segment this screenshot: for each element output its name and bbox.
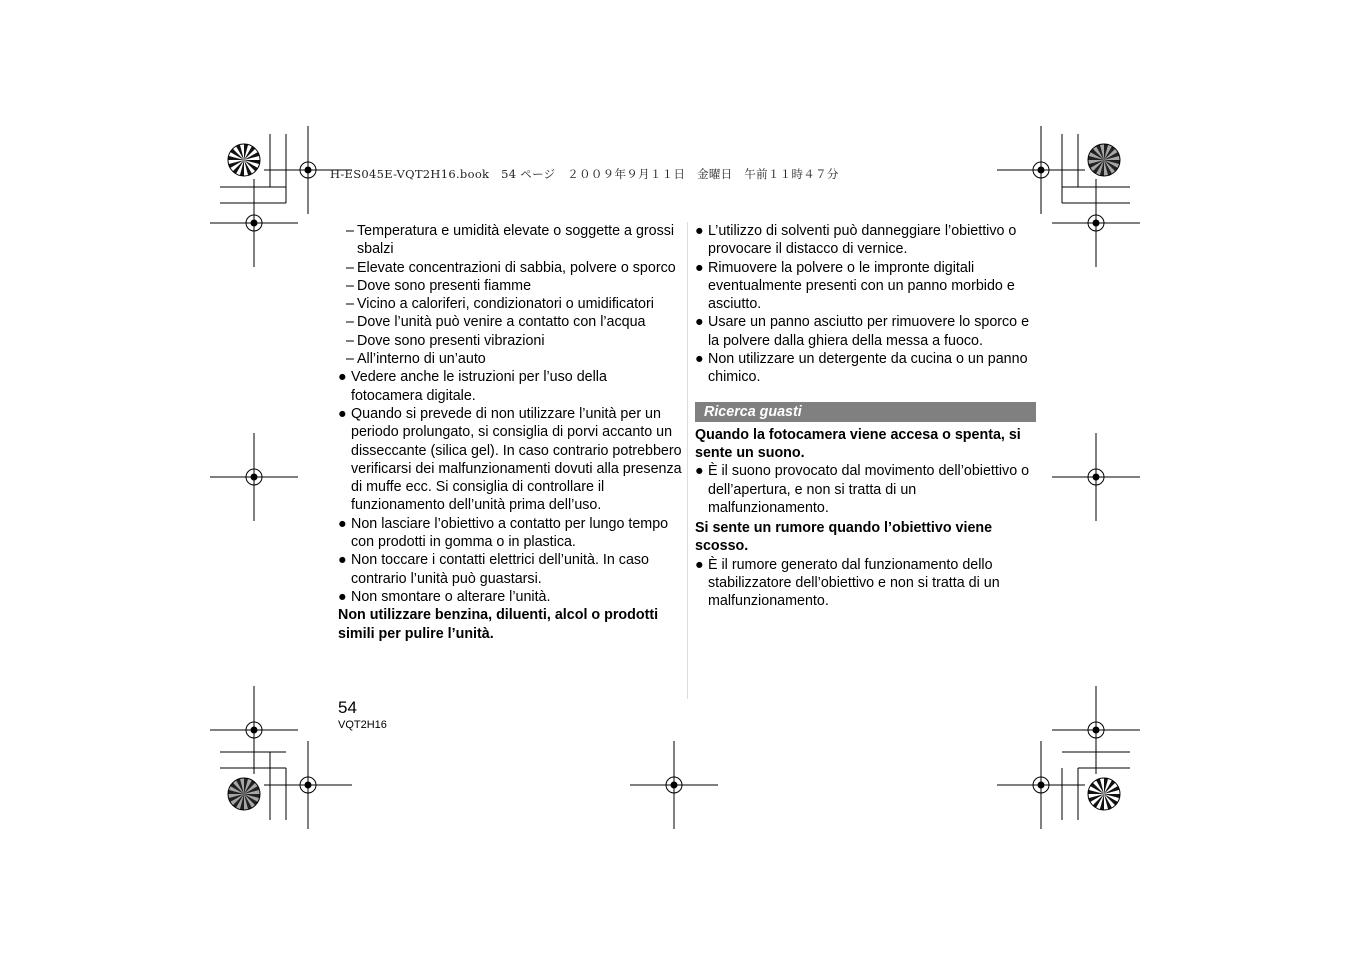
cleaning-warning: Non utilizzare benzina, diluenti, alcol o prodotti simili per pulire l’unità. xyxy=(338,607,659,642)
dash-marker: – xyxy=(346,332,354,349)
list-item xyxy=(338,350,682,368)
bullet-marker: ● xyxy=(695,556,704,573)
bullet-marker: ● xyxy=(695,223,704,239)
registration-mark xyxy=(997,126,1085,214)
list-item-text: Non toccare i contatti elettrici dell’unità. In caso contrario l’unità può guastarsi. xyxy=(351,552,650,587)
list-item xyxy=(338,259,682,277)
dash-marker: – xyxy=(346,296,354,313)
list-item-text: L’utilizzo di solventi può danneggiare l’obiettivo o provocare il distacco di vernice. xyxy=(708,223,1017,258)
list-item-text: Rimuovere la polvere o le impronte digitali eventualmente presenti con un panno morbido e asciutto. xyxy=(708,259,1015,313)
list-item xyxy=(695,313,1036,350)
dash-marker: – xyxy=(346,223,354,239)
list-item-text: Dove sono presenti fiamme xyxy=(357,277,532,294)
page-number: 54 xyxy=(338,698,357,717)
left-column xyxy=(338,222,682,643)
list-item-text: Dove sono presenti vibrazioni xyxy=(357,332,545,349)
faq-answer xyxy=(695,556,1036,611)
list-item xyxy=(338,277,682,295)
list-item-text: Non lasciare l’obiettivo a contatto per lungo tempo con prodotti in gomma o in plastica. xyxy=(351,515,669,551)
registration-mark xyxy=(210,686,298,774)
list-item xyxy=(695,350,1036,387)
bullet-marker: ● xyxy=(695,463,704,480)
faq-answer-text: È il suono provocato dal movimento dell’obiettivo o dell’apertura, e non si tratta di un malfunzionamento. xyxy=(708,463,1030,516)
list-item xyxy=(338,588,682,606)
registration-mark xyxy=(1052,179,1140,267)
list-item-text: Non smontare o alterare l’unità. xyxy=(351,588,551,605)
faq-answer xyxy=(695,462,1036,517)
faq-question: Quando la fotocamera viene accesa o spenta, si sente un suono. xyxy=(695,426,1021,461)
list-item xyxy=(338,313,682,331)
document-code: VQT2H16 xyxy=(338,719,387,731)
registration-mark xyxy=(630,741,718,829)
list-item xyxy=(338,368,682,405)
faq-question: Si sente un rumore quando l’obiettivo viene scosso. xyxy=(695,520,993,555)
bullet-marker: ● xyxy=(338,588,347,605)
list-item-text: Vedere anche le istruzioni per l’uso della fotocamera digitale. xyxy=(351,369,607,404)
bullet-marker: ● xyxy=(338,405,347,422)
list-item xyxy=(338,332,682,350)
book-header-line: H-ES045E-VQT2H16.book 54 ページ ２００９年９月１１日 金曜日 午前１１時４７分 xyxy=(330,167,839,181)
dash-marker: – xyxy=(346,259,354,276)
dash-marker: – xyxy=(346,351,354,368)
list-item-text: Usare un panno asciutto per rimuovere lo sporco e la polvere dalla ghiera della messa a fuoco. xyxy=(708,314,1030,349)
bullet-marker: ● xyxy=(338,369,347,386)
list-item xyxy=(338,551,682,588)
list-item xyxy=(695,222,1036,259)
list-item-text: Quando si prevede di non utilizzare l’unità per un periodo prolungato, si consiglia di porvi accanto un disseccante (silica gel). In caso contrario potrebbero verificarsi dei malfunzionamenti dovuti alla presenza di muffe ecc. Si consiglia di controllare il funzionamento dell’unità prima dell’uso. xyxy=(351,405,682,514)
list-item-text: Elevate concentrazioni di sabbia, polvere o sporco xyxy=(357,259,676,276)
section-title: Ricerca guasti xyxy=(695,402,1036,422)
bullet-marker: ● xyxy=(695,351,704,368)
list-item xyxy=(695,259,1036,314)
list-item xyxy=(338,405,682,515)
color-target-mark xyxy=(228,778,260,810)
right-column xyxy=(695,222,1036,611)
list-item xyxy=(338,295,682,313)
list-item-text: Vicino a caloriferi, condizionatori o umidificatori xyxy=(357,296,654,313)
list-item xyxy=(338,222,682,259)
bullet-marker: ● xyxy=(695,259,704,276)
registration-mark xyxy=(210,433,298,521)
color-target-mark xyxy=(1088,778,1120,810)
column-divider xyxy=(687,222,688,699)
list-item-text: Temperatura e umidità elevate o soggette a grossi sbalzi xyxy=(357,223,675,258)
registration-mark xyxy=(210,179,298,267)
dash-marker: – xyxy=(346,277,354,294)
list-item xyxy=(338,515,682,552)
bullet-marker: ● xyxy=(338,552,347,569)
list-item-text: Non utilizzare un detergente da cucina o un panno chimico. xyxy=(708,351,1028,386)
dash-marker: – xyxy=(346,314,354,331)
list-item-text: All’interno di un’auto xyxy=(357,351,486,368)
color-target-mark xyxy=(228,144,260,176)
bullet-marker: ● xyxy=(338,515,347,532)
bullet-marker: ● xyxy=(695,314,704,331)
list-item-text: Dove l’unità può venire a contatto con l’acqua xyxy=(357,314,646,331)
registration-mark xyxy=(264,741,352,829)
faq-answer-text: È il rumore generato dal funzionamento dello stabilizzatore dell’obiettivo e non si tratta di un malfunzionamento. xyxy=(708,556,1000,610)
registration-mark xyxy=(1052,433,1140,521)
registration-mark xyxy=(1052,686,1140,774)
color-target-mark xyxy=(1088,144,1120,176)
registration-mark xyxy=(997,741,1085,829)
